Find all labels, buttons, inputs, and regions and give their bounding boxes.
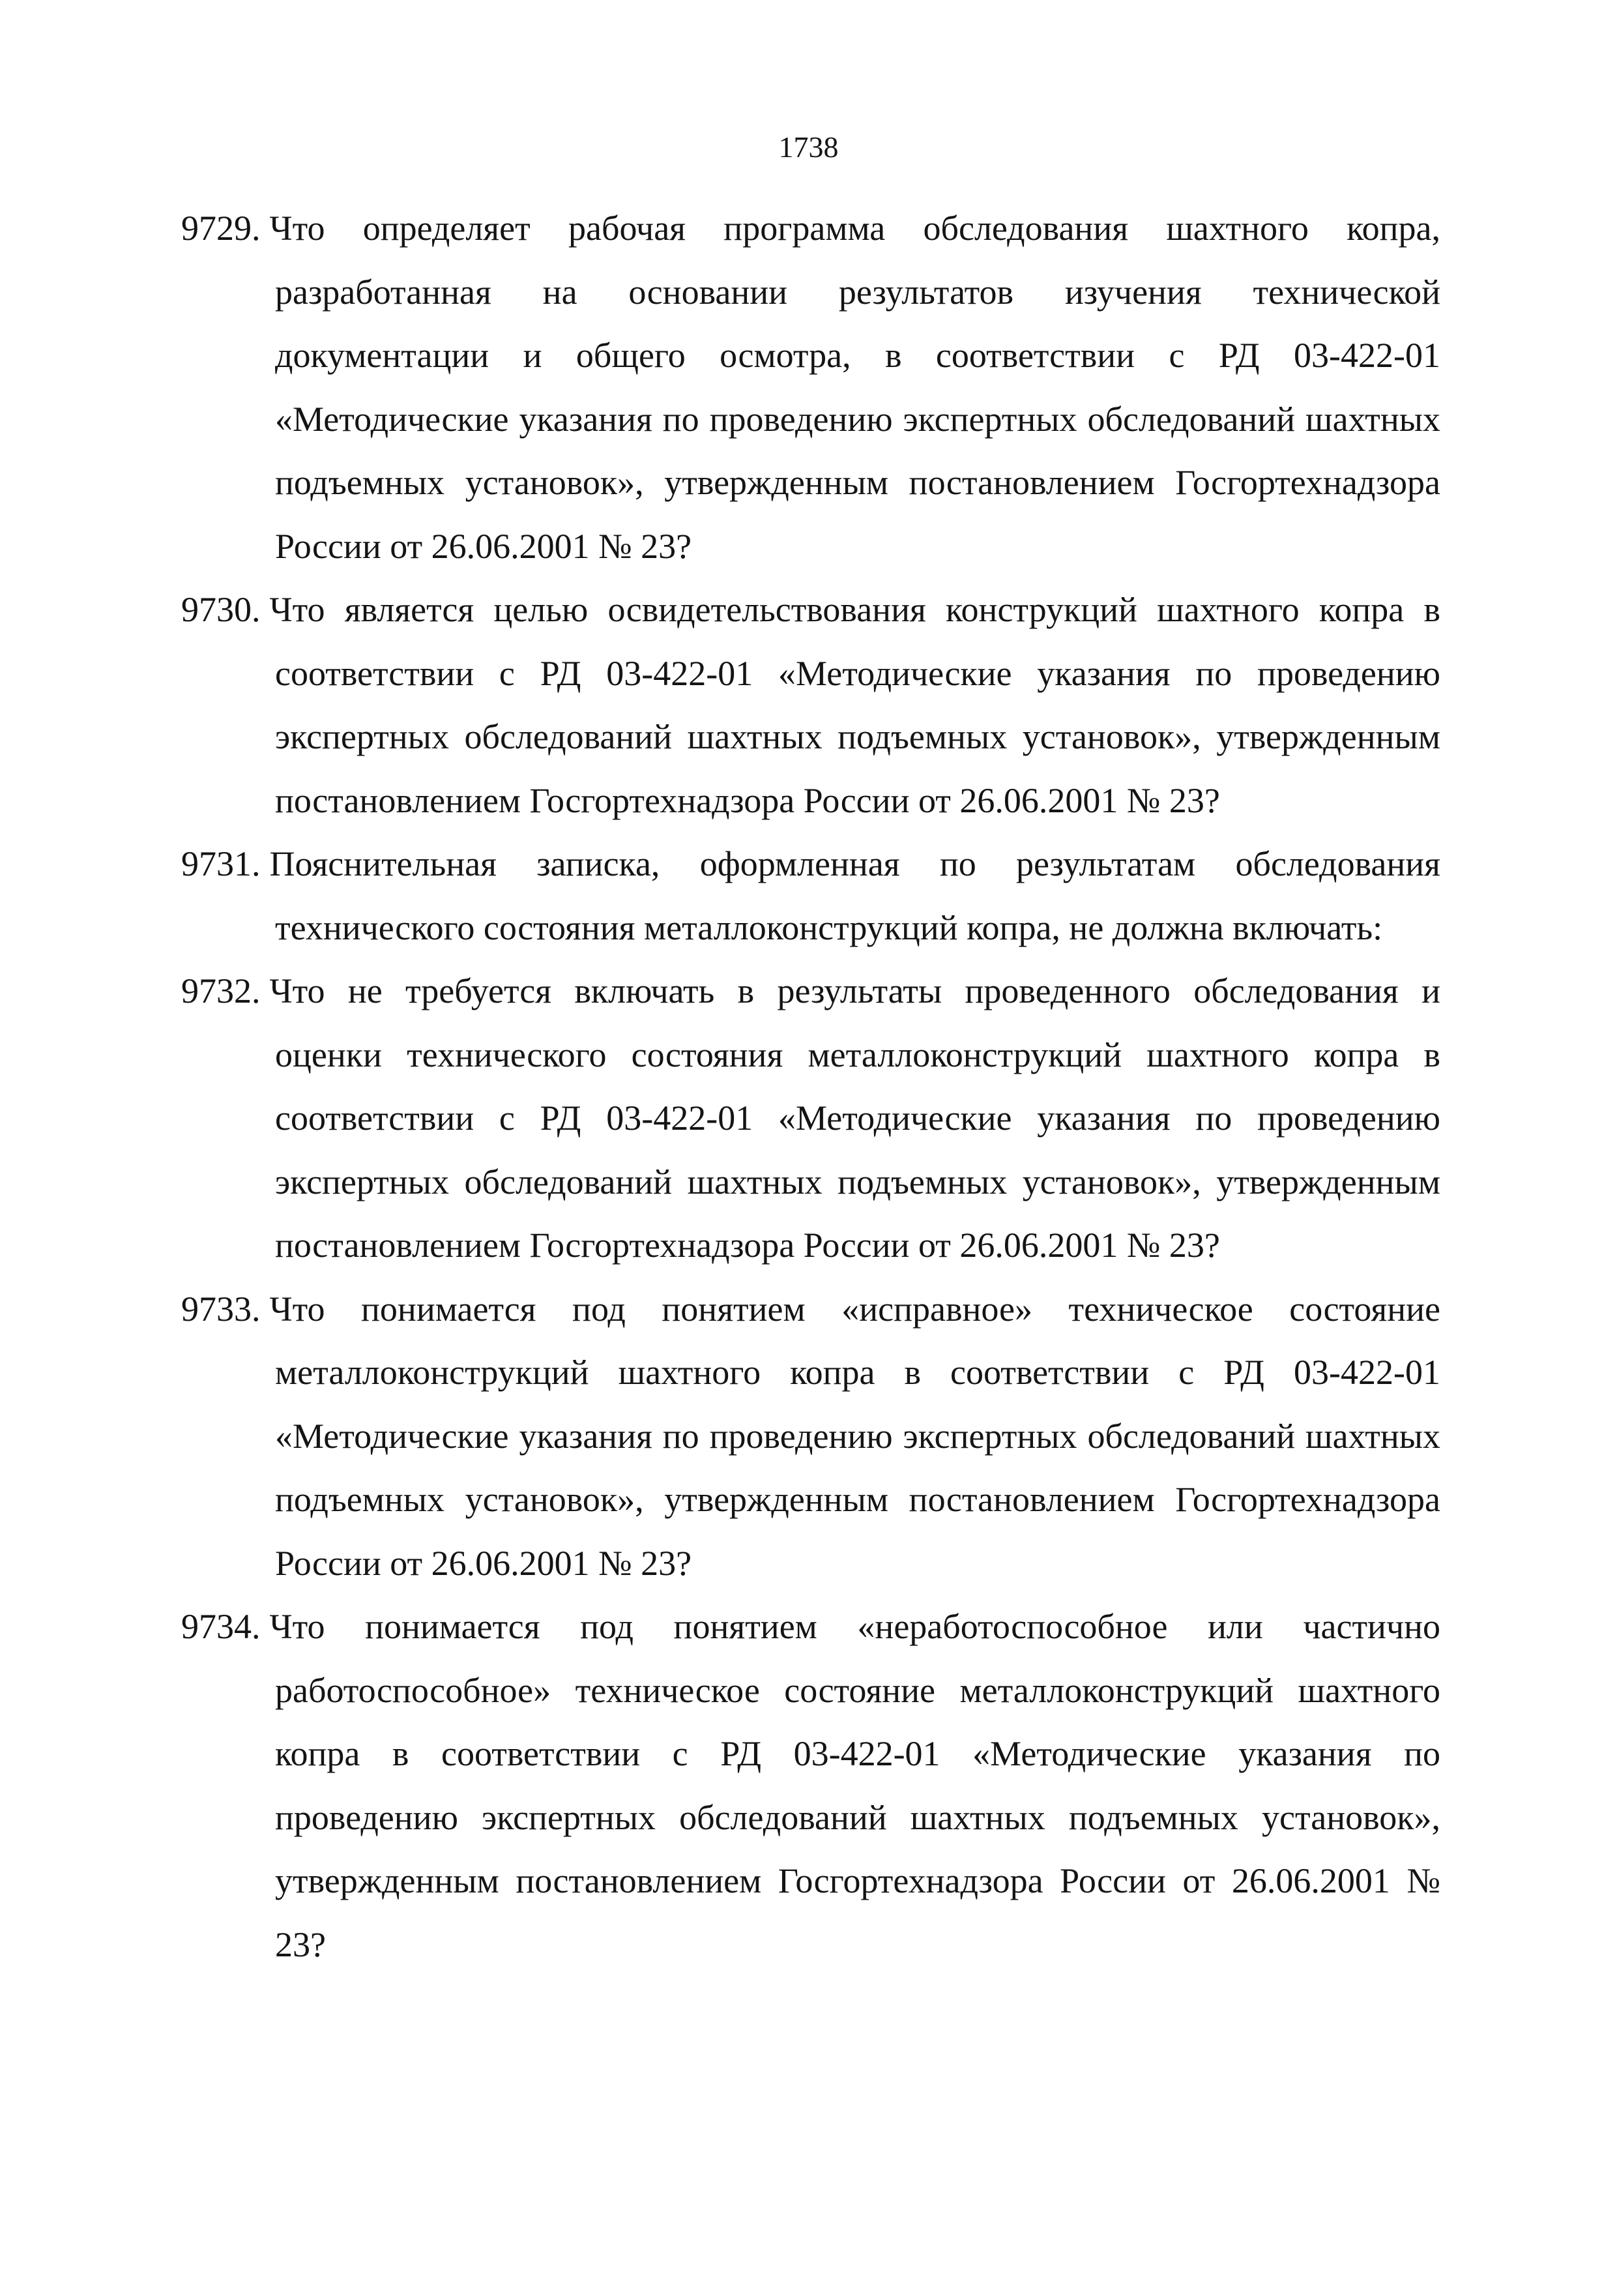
- question-body: [181, 832, 1440, 960]
- question-text: Пояснительная записка, оформленная по результатам обследования технического состояния металлоконструкций копра, не должна включать:: [269, 844, 1440, 947]
- question-text: Что определяет рабочая программа обследования шахтного копра, разработанная на основании результатов изучения технической документации и общего осмотра, в соответствии с РД 03-422-01 «Методические указания по проведению экспертных обследований шахтных подъемных установок», утвержденным постановлением Госгортехнадзора России от 26.06.2001 № 23?: [269, 209, 1440, 566]
- question-text: Что является целью освидетельствования конструкций шахтного копра в соответствии с РД 03-422-01 «Методические указания по проведению экспертных обследований шахтных подъемных установок», утвержденным постановлением Госгортехнадзора России от 26.06.2001 № 23?: [269, 590, 1440, 820]
- question-text: Что понимается под понятием «неработоспособное или частично работоспособное» техническое состояние металлоконструкций шахтного копра в соответствии с РД 03-422-01 «Методические указания по проведению экспертных обследований шахтных подъемных установок», утвержденным постановлением Госгортехнадзора России от 26.06.2001 № 23?: [269, 1607, 1440, 1964]
- page-number: 1738: [778, 130, 839, 164]
- question-item: [181, 960, 1440, 1278]
- question-text: Что не требуется включать в результаты проведенного обследования и оценки технического состояния металлоконструкций шахтного копра в соответствии с РД 03-422-01 «Методические указания по проведению экспертных обследований шахтных подъемных установок», утвержденным постановлением Госгортехнадзора России от 26.06.2001 № 23?: [269, 971, 1440, 1265]
- question-number: 9729.: [181, 209, 261, 248]
- question-body: [181, 1278, 1440, 1596]
- question-body: [181, 578, 1440, 832]
- question-number: 9730.: [181, 590, 261, 629]
- question-item: [181, 197, 1440, 578]
- question-item: [181, 1278, 1440, 1596]
- question-number: 9732.: [181, 971, 261, 1010]
- question-text: Что понимается под понятием «исправное» техническое состояние металлоконструкций шахтного копра в соответствии с РД 03-422-01 «Методические указания по проведению экспертных обследований шахтных подъемных установок», утвержденным постановлением Госгортехнадзора России от 26.06.2001 № 23?: [269, 1289, 1440, 1583]
- question-item: [181, 832, 1440, 960]
- question-body: [181, 197, 1440, 578]
- question-number: 9731.: [181, 844, 261, 883]
- question-list: [181, 197, 1440, 1977]
- question-body: [181, 960, 1440, 1278]
- question-number: 9734.: [181, 1607, 261, 1646]
- question-item: [181, 578, 1440, 832]
- question-item: [181, 1595, 1440, 1977]
- question-body: [181, 1595, 1440, 1977]
- question-number: 9733.: [181, 1289, 261, 1329]
